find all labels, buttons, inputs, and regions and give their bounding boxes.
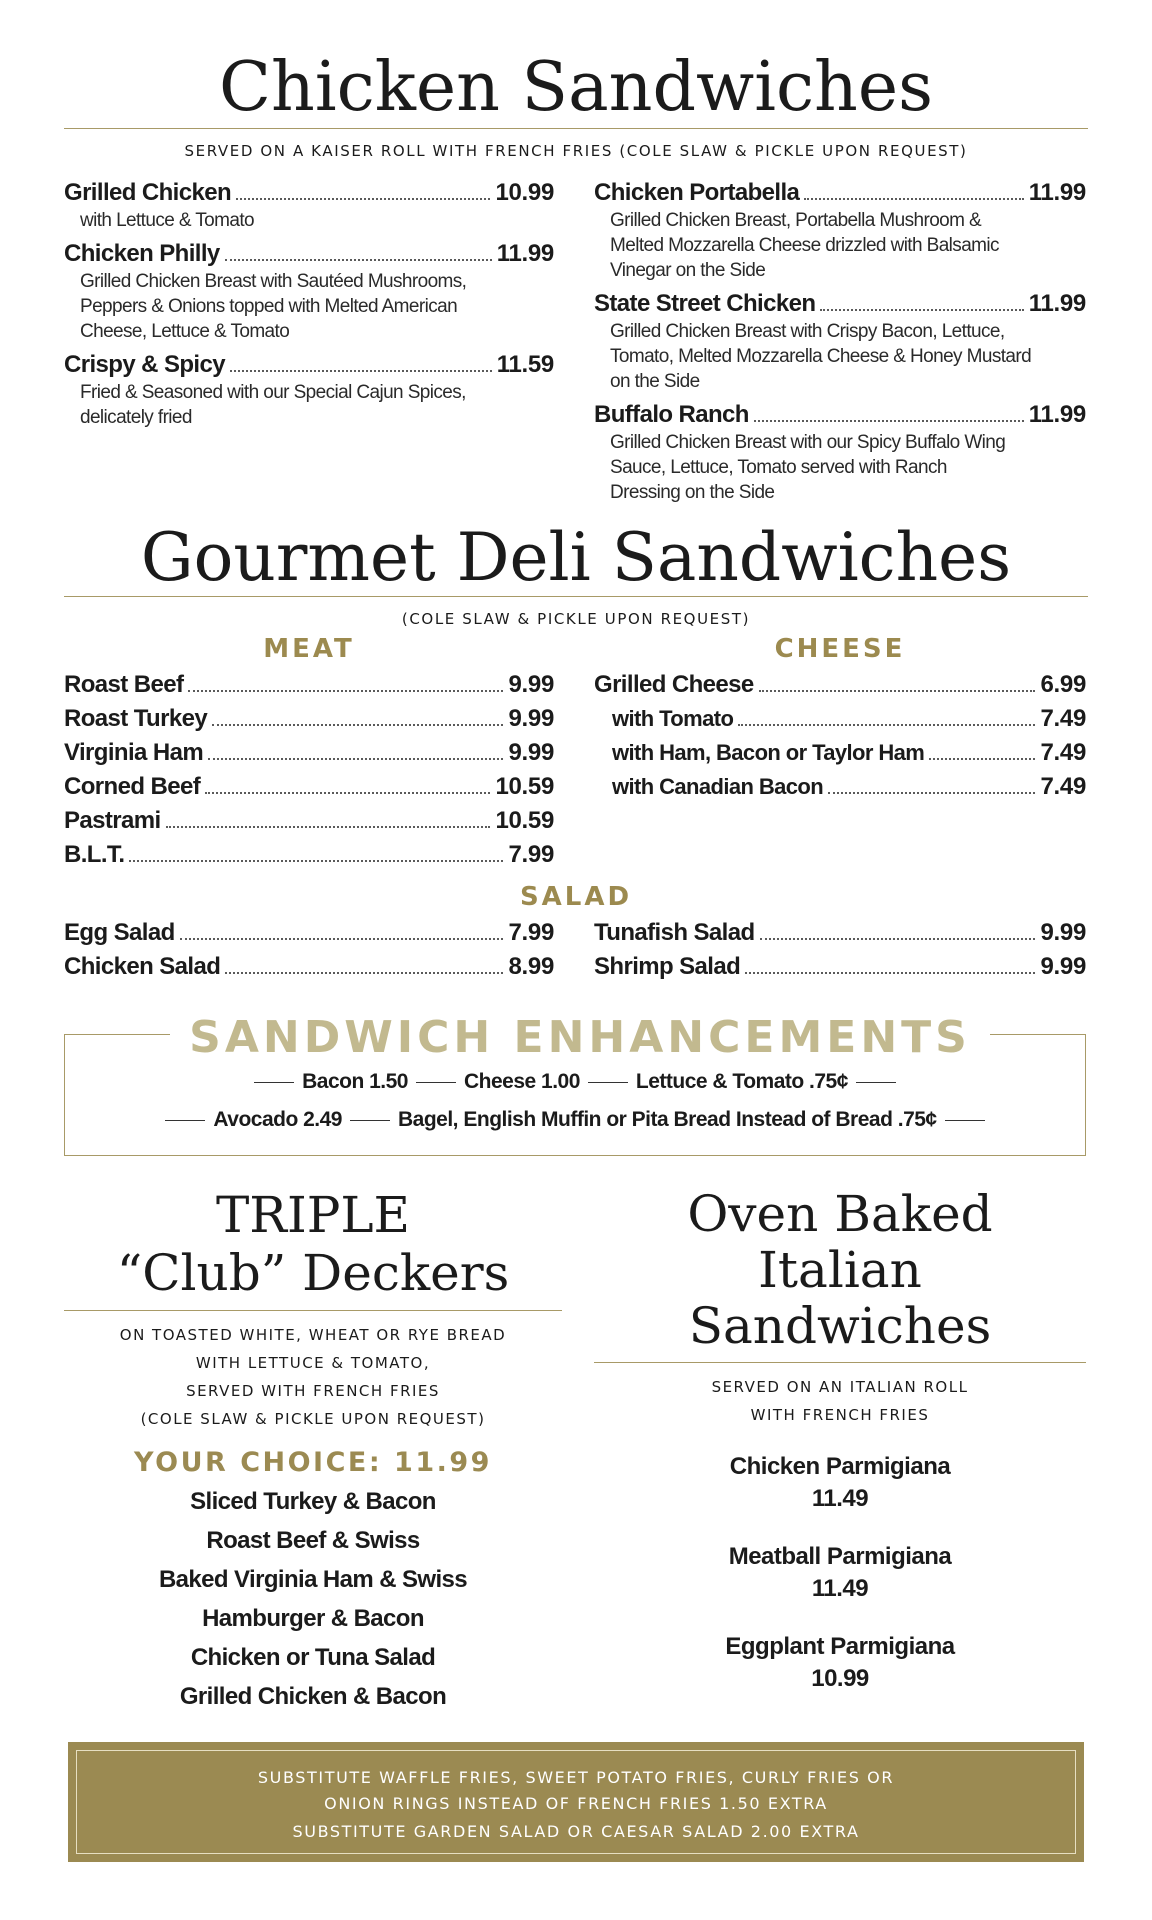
- leader-dots: [225, 259, 492, 261]
- triple-subtitle-line: WITH LETTUCE & TOMATO,: [195, 1354, 431, 1372]
- enhancement-item: Bacon 1.50: [302, 1070, 408, 1093]
- menu-item: [64, 916, 554, 950]
- item-price: 10.99: [811, 1665, 869, 1692]
- item-price: 11.99: [496, 240, 554, 267]
- leader-dots: [820, 309, 1023, 311]
- item-name: B.L.T.: [64, 841, 125, 868]
- menu-item: [594, 736, 1086, 770]
- item-price: 9.99: [508, 671, 554, 698]
- chicken-title-rule: [64, 128, 1088, 129]
- leader-dots: [208, 758, 503, 760]
- item-name: Chicken Salad: [64, 953, 221, 980]
- leader-dots: [188, 690, 503, 692]
- item-price: 7.49: [1040, 739, 1086, 766]
- italian-title-line-3: Sandwiches: [688, 1297, 992, 1355]
- leader-dots: [759, 690, 1036, 692]
- item-name: with Canadian Bacon: [612, 774, 824, 799]
- item-name: Chicken Philly: [64, 240, 220, 267]
- item-price: 10.59: [495, 773, 554, 800]
- item-price: 7.99: [508, 841, 554, 868]
- chicken-subtitle: SERVED ON A KAISER ROLL WITH FRENCH FRIES (COLE SLAW & PICKLE UPON REQUEST): [184, 142, 968, 160]
- item-name: with Ham, Bacon or Taylor Ham: [612, 740, 925, 765]
- menu-item: [594, 770, 1086, 804]
- enhancement-item: Cheese 1.00: [463, 1070, 580, 1093]
- enhancement-item: Bagel, English Muffin or Pita Bread Instead of Bread .75¢: [398, 1108, 937, 1131]
- item-price: 10.99: [495, 179, 554, 206]
- item-name: Grilled Cheese: [594, 671, 754, 698]
- menu-item: [64, 668, 554, 702]
- italian-item-list: [594, 1451, 1086, 1695]
- item-price: 11.99: [1028, 179, 1086, 206]
- item-price: 9.99: [1040, 919, 1086, 946]
- list-item: Roast Beef & Swiss: [206, 1527, 420, 1554]
- menu-item: [594, 289, 1086, 394]
- enhancements-line-2: [64, 1108, 1086, 1132]
- leader-dots: [212, 724, 503, 726]
- menu-item: [64, 838, 554, 872]
- dash-divider: [350, 1120, 390, 1121]
- dash-divider: [856, 1082, 896, 1083]
- dash-divider: [416, 1082, 456, 1083]
- menu-item: [594, 916, 1086, 950]
- menu-item: [594, 950, 1086, 984]
- substitution-footer: [68, 1742, 1084, 1862]
- menu-item: [64, 736, 554, 770]
- italian-subtitle-line: WITH FRENCH FRIES: [750, 1406, 930, 1424]
- salad-category-label: SALAD: [519, 882, 633, 912]
- item-name: State Street Chicken: [594, 290, 816, 317]
- list-item: Sliced Turkey & Bacon: [190, 1488, 436, 1515]
- item-name: Roast Beef: [64, 671, 184, 698]
- deli-title-rule: [64, 596, 1088, 597]
- item-name: Pastrami: [64, 807, 161, 834]
- menu-item: [594, 178, 1086, 283]
- footer-line-1: SUBSTITUTE WAFFLE FRIES, SWEET POTATO FRIES, CURLY FRIES OR: [257, 1768, 895, 1787]
- salad-right-list: [594, 916, 1086, 984]
- item-price: 7.49: [1040, 773, 1086, 800]
- menu-item: [64, 950, 554, 984]
- item-name: Corned Beef: [64, 773, 201, 800]
- item-description: with Lettuce & Tomato: [80, 210, 254, 231]
- italian-title: [594, 1186, 1086, 1354]
- item-price: 9.99: [508, 705, 554, 732]
- list-item: Grilled Chicken & Bacon: [179, 1683, 447, 1710]
- deli-subtitle: (COLE SLAW & PICKLE UPON REQUEST): [401, 610, 751, 628]
- dash-divider: [254, 1082, 294, 1083]
- list-item: [594, 1631, 1086, 1695]
- menu-item: [594, 400, 1086, 505]
- item-name: with Tomato: [612, 706, 734, 731]
- item-price: 10.59: [495, 807, 554, 834]
- triple-title-line-2: “Club” Deckers: [116, 1244, 510, 1302]
- enhancement-item: Lettuce & Tomato .75¢: [635, 1070, 848, 1093]
- list-item: Chicken or Tuna Salad: [190, 1644, 436, 1671]
- item-name: Virginia Ham: [64, 739, 204, 766]
- menu-item: [64, 239, 554, 344]
- triple-title: [64, 1186, 562, 1302]
- leader-dots: [929, 758, 1035, 760]
- dash-divider: [945, 1120, 985, 1121]
- item-price: 7.99: [508, 919, 554, 946]
- item-price: 7.49: [1040, 705, 1086, 732]
- italian-title-line-1: Oven Baked: [687, 1185, 993, 1243]
- item-price: 8.99: [508, 953, 554, 980]
- meat-category-label: MEAT: [263, 634, 355, 664]
- enhancements-line-1: [64, 1070, 1086, 1094]
- triple-title-line-1: TRIPLE: [215, 1186, 411, 1244]
- list-item: Hamburger & Bacon: [202, 1605, 424, 1632]
- footer-line-3: SUBSTITUTE GARDEN SALAD OR CAESAR SALAD 2.00 EXTRA: [292, 1822, 860, 1841]
- dash-divider: [588, 1082, 628, 1083]
- italian-subtitle: [594, 1373, 1086, 1429]
- chicken-section-title: Chicken Sandwiches: [219, 48, 933, 127]
- triple-subtitle: [64, 1321, 562, 1433]
- leader-dots: [180, 938, 504, 940]
- triple-choice-price: YOUR CHOICE: 11.99: [134, 1447, 492, 1478]
- salad-left-list: [64, 916, 554, 984]
- item-description: Grilled Chicken Breast with Crispy Bacon, Lettuce, Tomato, Melted Mozzarella Cheese & Honey Mustard on the Side: [610, 321, 1032, 392]
- item-name: Grilled Chicken: [64, 179, 232, 206]
- item-name: Roast Turkey: [64, 705, 208, 732]
- italian-title-rule: [594, 1362, 1086, 1363]
- item-name: Buffalo Ranch: [594, 401, 749, 428]
- item-price: 11.99: [1028, 401, 1086, 428]
- item-description: Grilled Chicken Breast with Sautéed Mushrooms, Peppers & Onions topped with Melted American Cheese, Lettuce & Tomato: [80, 271, 467, 342]
- cheese-category-label: CHEESE: [774, 634, 906, 664]
- triple-subtitle-line: (COLE SLAW & PICKLE UPON REQUEST): [140, 1410, 486, 1428]
- item-name: Crispy & Spicy: [64, 351, 225, 378]
- list-item: Baked Virginia Ham & Swiss: [158, 1566, 468, 1593]
- triple-subtitle-line: SERVED WITH FRENCH FRIES: [186, 1382, 440, 1400]
- item-description: Grilled Chicken Breast, Portabella Mushroom & Melted Mozzarella Cheese drizzled with Balsamic Vinegar on the Side: [610, 210, 999, 281]
- item-price: 11.49: [811, 1485, 869, 1512]
- chicken-right-column: [594, 178, 1086, 505]
- menu-item: [64, 804, 554, 838]
- italian-section: [594, 1186, 1086, 1695]
- item-name: Chicken Portabella: [594, 179, 800, 206]
- leader-dots: [760, 938, 1036, 940]
- menu-item: [64, 350, 554, 430]
- list-item: [594, 1451, 1086, 1515]
- menu-item: [64, 702, 554, 736]
- item-price: 11.99: [1028, 290, 1086, 317]
- item-price: 9.99: [1040, 953, 1086, 980]
- item-name: Egg Salad: [64, 919, 175, 946]
- triple-choice-list: [64, 1482, 562, 1716]
- enhancement-item: Avocado 2.49: [213, 1108, 342, 1131]
- triple-decker-section: [64, 1186, 562, 1716]
- leader-dots: [129, 860, 503, 862]
- italian-title-line-2: Italian: [758, 1241, 922, 1299]
- meat-list: [64, 668, 554, 872]
- leader-dots: [738, 724, 1035, 726]
- dash-divider: [165, 1120, 205, 1121]
- item-name: Chicken Parmigiana: [729, 1453, 951, 1480]
- menu-item: [64, 178, 554, 233]
- leader-dots: [754, 420, 1024, 422]
- italian-subtitle-line: SERVED ON AN ITALIAN ROLL: [711, 1378, 969, 1396]
- triple-subtitle-line: ON TOASTED WHITE, WHEAT OR RYE BREAD: [119, 1326, 507, 1344]
- item-price: 11.49: [811, 1575, 869, 1602]
- item-description: Grilled Chicken Breast with our Spicy Buffalo Wing Sauce, Lettuce, Tomato served with Ranch Dressing on the Side: [610, 432, 1006, 503]
- leader-dots: [230, 370, 492, 372]
- enhancements-title: SANDWICH ENHANCEMENTS: [170, 1012, 990, 1063]
- item-price: 11.59: [496, 351, 554, 378]
- menu-item: [594, 668, 1086, 702]
- leader-dots: [205, 792, 490, 794]
- cheese-list: [594, 668, 1086, 804]
- item-description: Fried & Seasoned with our Special Cajun Spices, delicately fried: [80, 382, 466, 428]
- triple-title-rule: [64, 1310, 562, 1311]
- leader-dots: [225, 972, 503, 974]
- list-item: [594, 1541, 1086, 1605]
- leader-dots: [166, 826, 491, 828]
- item-name: Eggplant Parmigiana: [725, 1633, 955, 1660]
- menu-item: [64, 770, 554, 804]
- leader-dots: [745, 972, 1035, 974]
- item-price: 6.99: [1040, 671, 1086, 698]
- chicken-left-column: [64, 178, 554, 430]
- leader-dots: [236, 198, 490, 200]
- deli-section-title: Gourmet Deli Sandwiches: [140, 519, 1012, 596]
- leader-dots: [828, 792, 1035, 794]
- item-price: 9.99: [508, 739, 554, 766]
- leader-dots: [804, 198, 1023, 200]
- item-name: Meatball Parmigiana: [728, 1543, 952, 1570]
- footer-line-2: ONION RINGS INSTEAD OF FRENCH FRIES 1.50 EXTRA: [324, 1794, 828, 1813]
- item-name: Shrimp Salad: [594, 953, 741, 980]
- item-name: Tunafish Salad: [594, 919, 755, 946]
- menu-item: [594, 702, 1086, 736]
